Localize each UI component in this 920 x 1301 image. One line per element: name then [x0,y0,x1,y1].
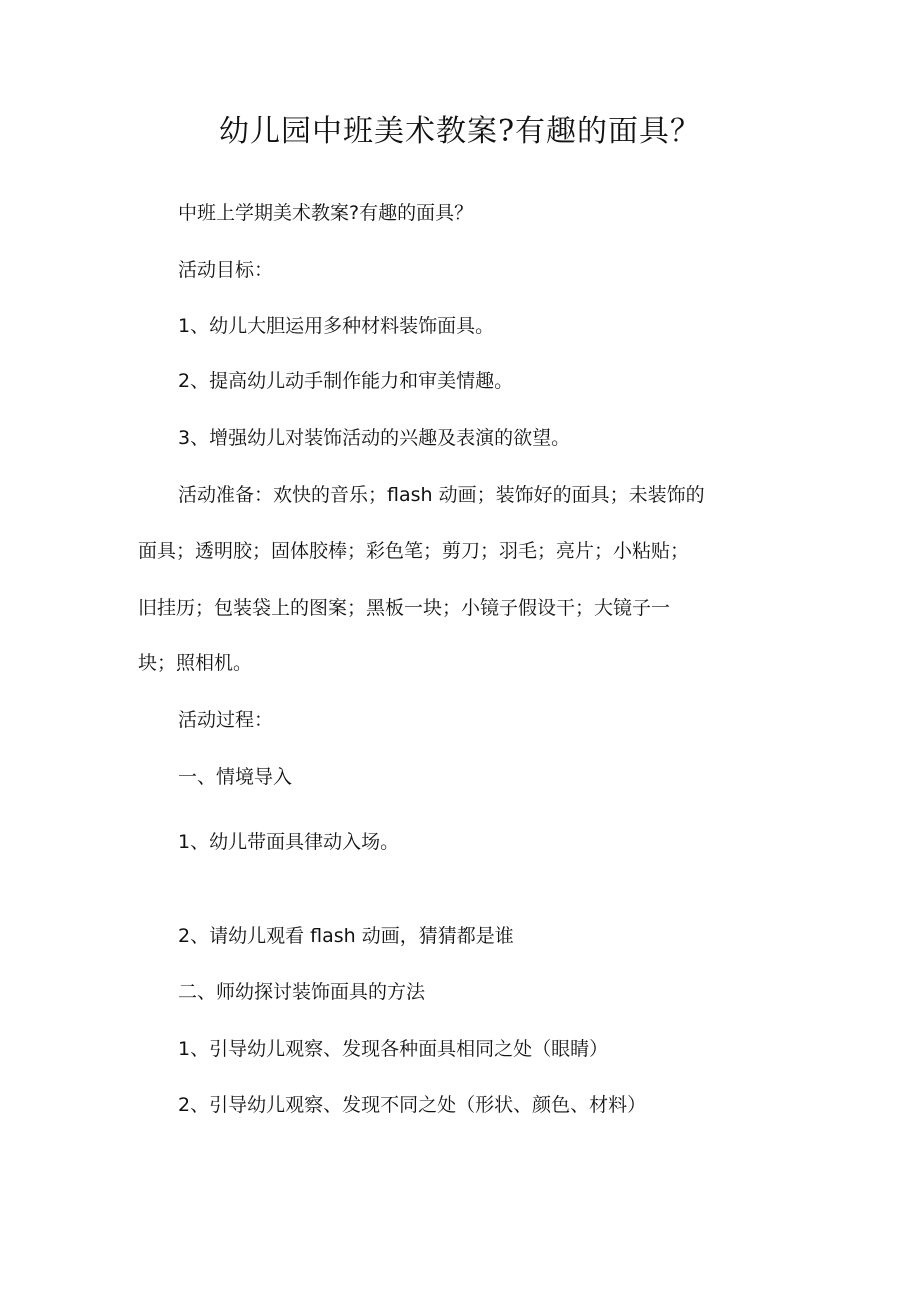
preparation-paragraph-line: 活动准备：欢快的音乐；flash 动画；装饰好的面具；未装饰的 [178,484,705,506]
process-item: 1、幼儿带面具律动入场。 [178,831,400,853]
process-item: 2、引导幼儿观察、发现不同之处（形状、颜色、材料） [178,1094,647,1116]
process-item: 2、请幼儿观看 flash 动画，猜猜都是谁 [178,925,514,947]
process-item: 1、引导幼儿观察、发现各种面具相同之处（眼睛） [178,1038,609,1060]
subsection-heading: 二、师幼探讨装饰面具的方法 [178,981,426,1003]
section-heading-process: 活动过程： [178,709,274,731]
subsection-heading: 一、情境导入 [178,766,293,788]
preparation-paragraph-line: 旧挂历；包装袋上的图案；黑板一块；小镜子假设干；大镜子一 [138,597,671,619]
preparation-paragraph-line: 面具；透明胶；固体胶棒；彩色笔；剪刀；羽毛；亮片；小粘贴； [138,540,690,562]
subtitle-paragraph: 中班上学期美术教案?有趣的面具？ [178,202,474,224]
goal-item: 3、增强幼儿对装饰活动的兴趣及表演的欲望。 [178,427,571,449]
preparation-paragraph-line: 块；照相机。 [138,652,253,674]
document-title: 幼儿园中班美术教案?有趣的面具？ [218,114,702,149]
goal-item: 1、幼儿大胆运用多种材料装饰面具。 [178,315,495,337]
goal-item: 2、提高幼儿动手制作能力和审美情趣。 [178,370,514,392]
section-heading-goals: 活动目标： [178,259,274,281]
